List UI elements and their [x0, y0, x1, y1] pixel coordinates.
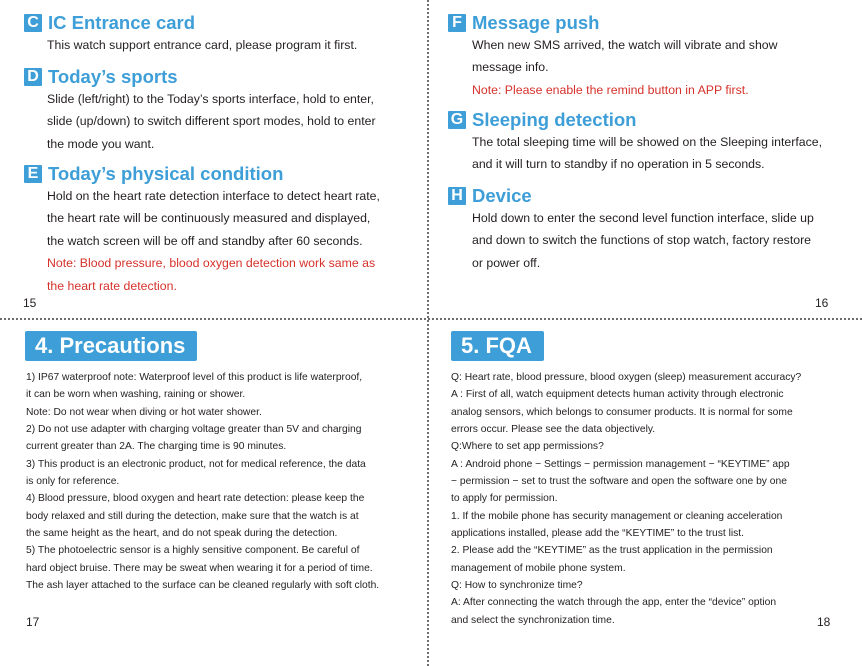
fqa-line: A: After connecting the watch through the app, enter the “device” option — [451, 597, 777, 609]
fqa-line: A : First of all, watch equipment detects human activity through electronic — [451, 389, 784, 401]
fqa-line: Q: Heart rate, blood pressure, blood oxygen (sleep) measurement accuracy? — [451, 372, 802, 383]
fqa-text — [451, 369, 801, 629]
section-f-note: Note: Please enable the remind button in APP first. — [472, 82, 749, 97]
fqa-line: 1. If the mobile phone has security management or cleaning acceleration — [451, 510, 783, 522]
section-h-letter: H — [448, 187, 466, 205]
section-d-line: the mode you want. — [47, 136, 155, 151]
page-number-16: 16 — [815, 296, 829, 310]
page-number-18: 18 — [817, 615, 831, 629]
vertical-page-divider — [427, 0, 429, 666]
section-e-line: Hold on the heart rate detection interface to detect heart rate, — [47, 189, 380, 203]
fqa-banner: 5. FQA — [451, 331, 544, 361]
section-e-line: the heart rate will be continuously measured and displayed, — [47, 211, 371, 226]
fqa-line: A : Android phone − Settings − permission management − “KEYTIME” app — [451, 458, 790, 470]
fqa-line: to apply for permission. — [451, 493, 558, 505]
section-f-text — [472, 34, 778, 101]
section-d-header — [24, 66, 178, 88]
precautions-line: 1) IP67 waterproof note: Waterproof level of this product is life waterproof, — [26, 372, 363, 383]
fqa-line: applications installed, please add the “KEYTIME” to the trust list. — [451, 528, 745, 540]
section-g-line: The total sleeping time will be showed on the Sleeping interface, — [472, 135, 822, 149]
section-g-line: and it will turn to standby if no operation in 5 seconds. — [472, 157, 765, 172]
precautions-line: hard object bruise. There may be sweat when wearing it for a period of time. — [26, 562, 373, 574]
precautions-banner: 4. Precautions — [25, 331, 197, 361]
section-d-letter: D — [24, 68, 42, 86]
section-h-text — [472, 207, 814, 274]
section-c-text — [47, 34, 357, 56]
precautions-line: Note: Do not wear when diving or hot water shower. — [26, 406, 262, 418]
precautions-line: body relaxed and still during the detection, make sure that the watch is at — [26, 510, 359, 522]
section-h-line: and down to switch the functions of stop watch, factory restore — [472, 233, 812, 248]
precautions-line: 5) The photoelectric sensor is a highly sensitive component. Be careful of — [26, 545, 360, 557]
section-e-letter: E — [24, 165, 42, 183]
section-h-line: Hold down to enter the second level function interface, slide up — [472, 211, 814, 225]
section-e-note-line: the heart rate detection. — [47, 278, 177, 293]
section-c-letter: C — [24, 14, 42, 32]
section-e-text — [47, 185, 380, 297]
section-h-line: or power off. — [472, 255, 541, 270]
fqa-line: Q:Where to set app permissions? — [451, 441, 604, 453]
section-e-line: the watch screen will be off and standby after 60 seconds. — [47, 233, 363, 248]
section-g-header — [448, 109, 636, 131]
precautions-line: 4) Blood pressure, blood oxygen and heart rate detection: please keep the — [26, 493, 365, 505]
fqa-line: and select the synchronization time. — [451, 614, 615, 626]
section-f-line: When new SMS arrived, the watch will vibrate and show — [472, 38, 778, 52]
section-e-title: Today’s physical condition — [48, 163, 284, 184]
section-f-header — [448, 12, 600, 34]
section-e-note-line: Note: Blood pressure, blood oxygen detection work same as — [47, 256, 376, 271]
section-g-text — [472, 131, 822, 176]
section-d-text — [47, 88, 376, 155]
fqa-line: analog sensors, which belongs to consumer products. It is normal for some — [451, 406, 793, 418]
section-h-header — [448, 185, 532, 207]
section-d-line: slide (up/down) to switch different sport modes, hold to enter — [47, 114, 376, 129]
fqa-line: 2. Please add the “KEYTIME” as the trust application in the permission — [451, 545, 773, 557]
section-h-title: Device — [472, 185, 532, 206]
precautions-line: the same height as the heart, and do not speak during the detection. — [26, 528, 338, 540]
horizontal-page-divider — [0, 318, 862, 320]
section-g-title: Sleeping detection — [472, 109, 637, 130]
section-f-line: message info. — [472, 60, 549, 75]
fqa-line: Q: How to synchronize time? — [451, 580, 583, 592]
precautions-line: 3) This product is an electronic product, not for medical reference, the data — [26, 458, 366, 470]
precautions-line: 2) Do not use adapter with charging voltage greater than 5V and charging — [26, 424, 362, 436]
precautions-text — [26, 369, 379, 594]
section-c-title: IC Entrance card — [48, 12, 196, 33]
fqa-line: − permission − set to trust the software and open the software one by one — [451, 476, 787, 488]
section-d-title: Today’s sports — [48, 66, 178, 87]
section-f-title: Message push — [472, 12, 600, 33]
page-number-15: 15 — [23, 296, 37, 310]
section-c-header — [24, 12, 195, 34]
section-d-line: Slide (left/right) to the Today’s sports interface, hold to enter, — [47, 92, 374, 106]
precautions-line: The ash layer attached to the surface can be cleaned regularly with soft cloth. — [26, 580, 380, 592]
precautions-line: is only for reference. — [26, 476, 120, 488]
fqa-line: errors occur. Please see the data objectively. — [451, 424, 656, 436]
fqa-line: management of mobile phone system. — [451, 562, 626, 574]
section-c-line: This watch support entrance card, please program it first. — [47, 38, 358, 52]
section-f-letter: F — [448, 14, 466, 32]
precautions-line: it can be worn when washing, raining or shower. — [26, 389, 246, 401]
precautions-line: current greater than 2A. The charging time is 90 minutes. — [26, 441, 287, 453]
section-g-letter: G — [448, 111, 466, 129]
page-number-17: 17 — [26, 615, 40, 629]
section-e-header — [24, 163, 283, 185]
